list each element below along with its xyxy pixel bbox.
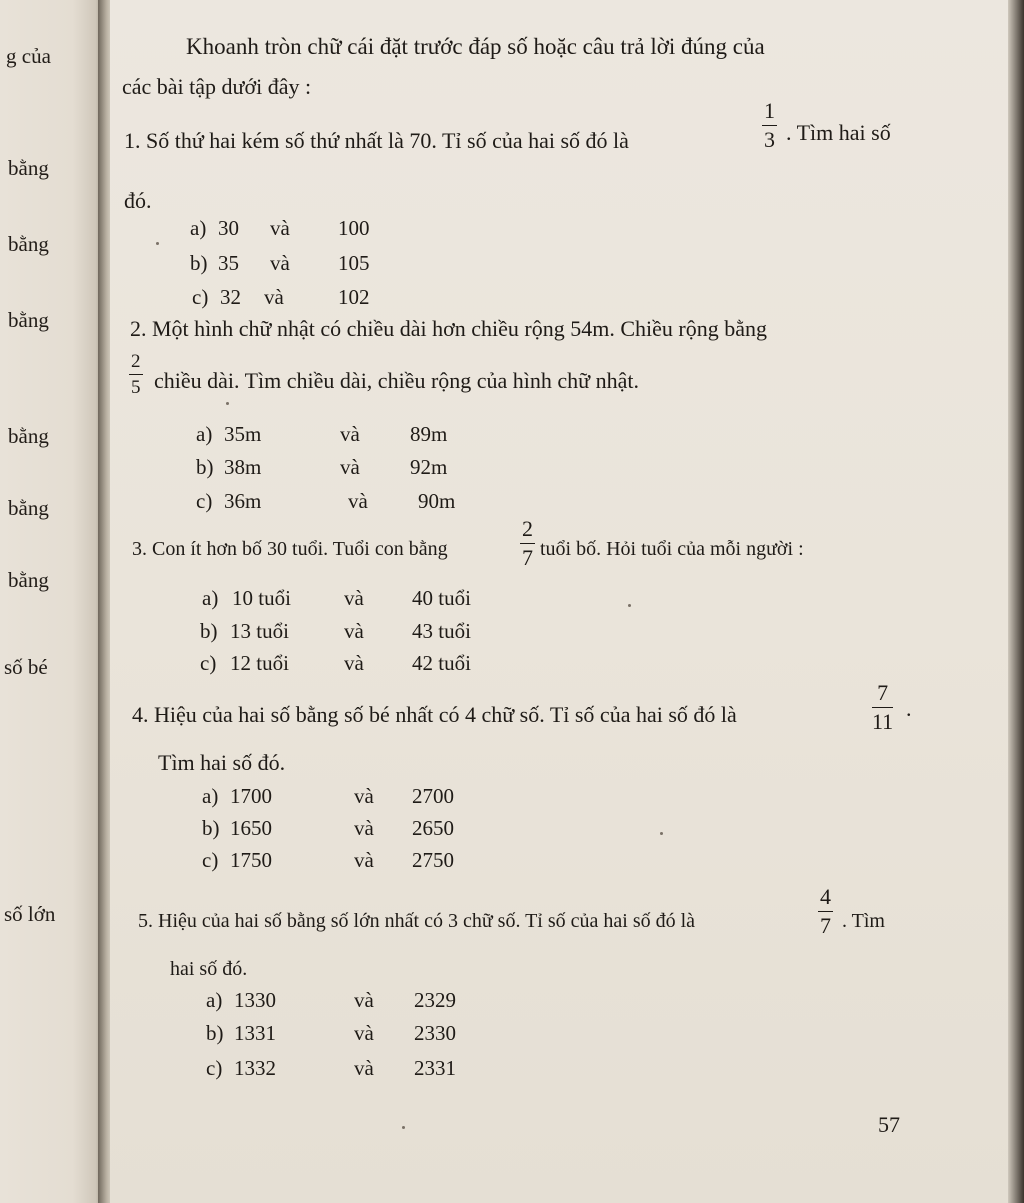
- q3-frac-den: 7: [522, 545, 533, 570]
- q5-frac-num: 4: [818, 886, 833, 912]
- q1-frac-den: 3: [764, 127, 775, 152]
- q4-option-a-value: 1700: [230, 784, 272, 808]
- print-speck: [660, 832, 663, 835]
- q4-line-2: Tìm hai số đó.: [158, 750, 286, 775]
- page-edge-shadow: [1008, 0, 1024, 1203]
- q3-option-a-value: 10 tuổi: [232, 586, 291, 610]
- q4-option-b-value: 1650: [230, 816, 272, 840]
- q1-option-b-value: 35: [218, 251, 239, 275]
- q4-option-c-label: c): [202, 848, 219, 872]
- q1-text-after: . Tìm hai số: [786, 120, 891, 145]
- q3-option-b-value: 13 tuổi: [230, 619, 289, 643]
- q5-option-a-and: và: [354, 988, 374, 1012]
- q1-frac-num: 1: [762, 100, 777, 126]
- q2-option-b-value: 38m: [224, 455, 262, 479]
- q3-option-c-value: 12 tuổi: [230, 651, 289, 675]
- print-speck: [156, 242, 159, 245]
- q2-option-b-value2: 92m: [410, 455, 448, 479]
- q2-line-1: 2. Một hình chữ nhật có chiều dài hơn chiều rộng 54m. Chiều rộng bằng: [130, 316, 767, 341]
- q1-option-b-label: b): [190, 251, 208, 275]
- q5-option-a-label: a): [206, 988, 223, 1012]
- q1-option-b-and: và: [270, 251, 290, 275]
- q2-option-b-and: và: [340, 455, 360, 479]
- left-fragment: số bé: [4, 655, 48, 679]
- q2-frac-den: 5: [131, 377, 141, 398]
- q4-option-c-value2: 2750: [412, 848, 454, 872]
- q3-option-a-and: và: [344, 586, 364, 610]
- page-number: 57: [878, 1112, 900, 1137]
- q4-frac-num: 7: [872, 682, 893, 708]
- q3-option-c-label: c): [200, 651, 217, 675]
- q4-option-b-label: b): [202, 816, 220, 840]
- q2-line-2: chiều dài. Tìm chiều dài, chiều rộng của hình chữ nhật.: [154, 368, 639, 393]
- q2-option-a-value: 35m: [224, 422, 262, 446]
- q5-option-c-value2: 2331: [414, 1056, 456, 1080]
- q2-option-b-label: b): [196, 455, 214, 479]
- q1-option-c-and: và: [264, 285, 284, 309]
- q1-option-a-value2: 100: [338, 216, 370, 240]
- left-fragment: bằng: [8, 424, 49, 448]
- q2-option-a-label: a): [196, 422, 213, 446]
- q5-option-a-value: 1330: [234, 988, 276, 1012]
- q3-option-a-label: a): [202, 586, 219, 610]
- q4-option-b-and: và: [354, 816, 374, 840]
- q3-option-c-and: và: [344, 651, 364, 675]
- print-speck: [226, 402, 229, 405]
- q3-fraction: [520, 518, 535, 569]
- q1-line-2: đó.: [124, 188, 152, 213]
- q5-option-b-value: 1331: [234, 1021, 276, 1045]
- q1-option-c-value: 32: [220, 285, 241, 309]
- q3-frac-num: 2: [520, 518, 535, 544]
- q2-frac-num: 2: [129, 352, 143, 375]
- q1-fraction: [762, 100, 777, 151]
- q4-option-a-value2: 2700: [412, 784, 454, 808]
- q3-text-after: tuổi bố. Hỏi tuổi của mỗi người :: [540, 538, 804, 560]
- q4-option-b-value2: 2650: [412, 816, 454, 840]
- q4-option-c-value: 1750: [230, 848, 272, 872]
- q4-option-a-label: a): [202, 784, 219, 808]
- q5-option-c-value: 1332: [234, 1056, 276, 1080]
- left-fragment: bằng: [8, 308, 49, 332]
- q5-fraction: [818, 886, 833, 937]
- q2-fraction: [129, 352, 143, 397]
- q5-option-c-label: c): [206, 1056, 223, 1080]
- q5-option-b-label: b): [206, 1021, 224, 1045]
- q4-text: 4. Hiệu của hai số bằng số bé nhất có 4 chữ số. Tỉ số của hai số đó là: [132, 702, 737, 727]
- q4-option-a-and: và: [354, 784, 374, 808]
- left-fragment: g của: [6, 44, 51, 68]
- left-fragment: số lớn: [4, 902, 56, 926]
- instruction-line-2: các bài tập dưới đây :: [122, 74, 312, 99]
- q5-option-a-value2: 2329: [414, 988, 456, 1012]
- q1-option-a-label: a): [190, 216, 207, 240]
- print-speck: [628, 604, 631, 607]
- q2-option-c-and: và: [348, 489, 368, 513]
- q1-option-b-value2: 105: [338, 251, 370, 275]
- q3-option-a-value2: 40 tuổi: [412, 586, 471, 610]
- q1-option-a-and: và: [270, 216, 290, 240]
- q3-text: 3. Con ít hơn bố 30 tuổi. Tuổi con bằng: [132, 538, 448, 560]
- left-fragment: bằng: [8, 232, 49, 256]
- q5-option-c-and: và: [354, 1056, 374, 1080]
- q2-option-a-value2: 89m: [410, 422, 448, 446]
- q5-option-b-value2: 2330: [414, 1021, 456, 1045]
- q1-option-c-label: c): [192, 285, 209, 309]
- left-fragment: bằng: [8, 496, 49, 520]
- q1-option-a-value: 30: [218, 216, 239, 240]
- q1-option-c-value2: 102: [338, 285, 370, 309]
- q3-option-b-label: b): [200, 619, 218, 643]
- q3-option-b-value2: 43 tuổi: [412, 619, 471, 643]
- print-speck: [402, 1126, 405, 1129]
- q3-option-c-value2: 42 tuổi: [412, 651, 471, 675]
- q5-line-2: hai số đó.: [170, 958, 248, 980]
- q2-option-c-label: c): [196, 489, 213, 513]
- q5-frac-den: 7: [820, 913, 831, 938]
- left-fragment: bằng: [8, 156, 49, 180]
- q2-option-a-and: và: [340, 422, 360, 446]
- instruction-line-1: Khoanh tròn chữ cái đặt trước đáp số hoặc câu trả lời đúng của: [186, 34, 765, 59]
- q3-option-b-and: và: [344, 619, 364, 643]
- q5-option-b-and: và: [354, 1021, 374, 1045]
- q5-text-after: . Tìm: [842, 910, 885, 932]
- q4-text-after: .: [906, 696, 912, 721]
- q5-text: 5. Hiệu của hai số bằng số lớn nhất có 3 chữ số. Tỉ số của hai số đó là: [138, 910, 696, 932]
- q1-text: 1. Số thứ hai kém số thứ nhất là 70. Tỉ số của hai số đó là: [124, 128, 629, 153]
- q2-option-c-value2: 90m: [418, 489, 456, 513]
- q4-option-c-and: và: [354, 848, 374, 872]
- q4-fraction: [872, 682, 893, 733]
- q4-frac-den: 11: [872, 709, 894, 734]
- q2-option-c-value: 36m: [224, 489, 262, 513]
- left-fragment: bằng: [8, 568, 49, 592]
